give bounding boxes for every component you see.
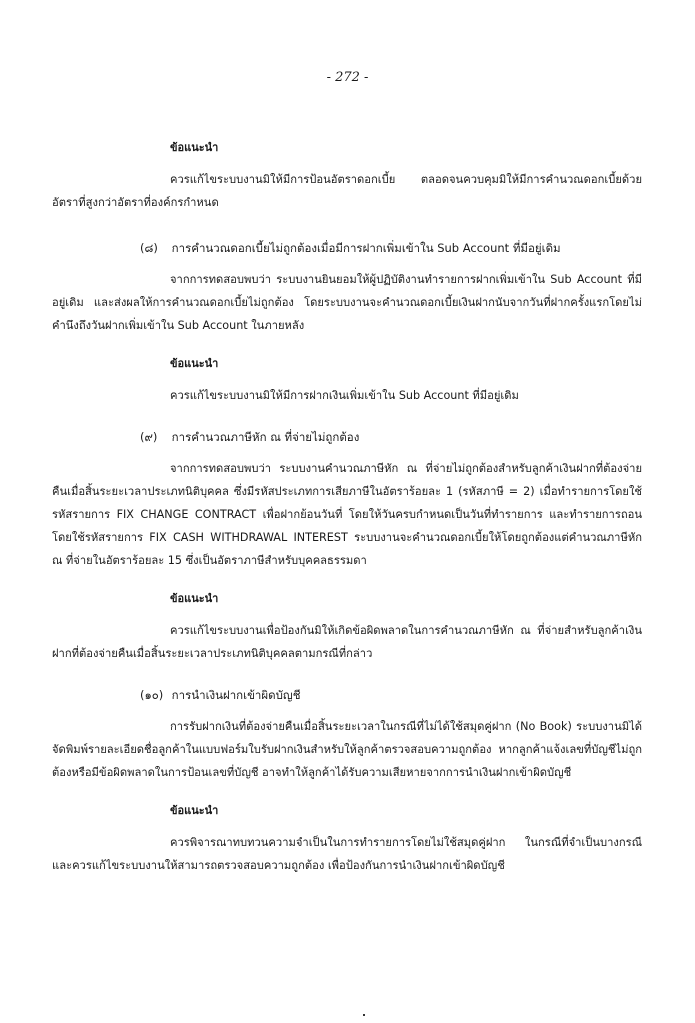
section-9-recommendation: ควรแก้ไขระบบงานเพื่อป้องกันมิให้เกิดข้อผิดพลาดในการคำนวณภาษีหัก ณ ที่จ่ายสำหรับลูกค้าเงินฝากที่ต้องจ่ายคืนเมื่อสิ้นระยะเวลาประเภทนิติบุคคลตามกรณีที่กล่าว [52, 624, 642, 660]
section-9-title: การคำนวณภาษีหัก ณ ที่จ่ายไม่ถูกต้อง [171, 430, 360, 444]
recommendation-text-0: ควรแก้ไขระบบงานมิให้มีการป้อนอัตราดอกเบี้ย ตลอดจนควบคุมมิให้มีการคำนวณดอกเบี้ยด้วยอัตราที่สูงกว่าอัตราที่องค์กรกำหนด [52, 173, 642, 209]
section-9-heading [140, 429, 642, 447]
recommendation-heading: ข้อแนะนำ [170, 141, 219, 154]
section-8-number: (๘) [140, 241, 158, 255]
section-9-number: (๙) [140, 430, 158, 444]
section-9-body: จากการทดสอบพบว่า ระบบงานคำนวณภาษีหัก ณ ที่จ่ายไม่ถูกต้องสำหรับลูกค้าเงินฝากที่ต้องจ่ายคืนเมื่อสิ้นระยะเวลาประเภทนิติบุคคล ซึ่งมีรหัสประเภทการเสียภาษีในอัตราร้อยละ 1 (รหัสภาษี = 2) เมื่อทำรายการโดยใช้รหัสรายการ FIX CHANGE CONTRACT เพื่อฝากย้อนวันที่ โดยให้วันครบกำหนดเป็นวันที่ทำรายการ และทำรายการถอนโดยใช้รหัสรายการ FIX CASH WITHDRAWAL INTEREST ระบบงานจะคำนวณดอกเบี้ยให้โดยถูกต้องแต่คำนวณภาษีหัก ณ ที่จ่ายในอัตราร้อยละ 15 ซึ่งเป็นอัตราภาษีสำหรับบุคคลธรรมดา [52, 462, 642, 567]
section-8-body: จากการทดสอบพบว่า ระบบงานยินยอมให้ผู้ปฏิบัติงานทำรายการฝากเพิ่มเข้าใน Sub Account ที่มีอยู่เดิม และส่งผลให้การคำนวณดอกเบี้ยไม่ถูกต้อง โดยระบบงานจะคำนวณดอกเบี้ยเงินฝากนับจากวันที่ฝากครั้งแรกโดยไม่คำนึงถึงวันฝากเพิ่มเข้าใน Sub Account ในภายหลัง [52, 273, 642, 332]
page-number: - 272 - [326, 70, 369, 85]
section-8-recommendation: ควรแก้ไขระบบงานมิให้มีการฝากเงินเพิ่มเข้าใน Sub Account ที่มีอยู่เดิม [170, 389, 519, 402]
section-10-title: การนำเงินฝากเข้าผิดบัญชี [171, 688, 301, 702]
section-8-title: การคำนวณดอกเบี้ยไม่ถูกต้องเมื่อมีการฝากเพิ่มเข้าใน Sub Account ที่มีอยู่เดิม [171, 241, 561, 255]
recommendation-heading: ข้อแนะนำ [170, 804, 219, 817]
recommendation-heading: ข้อแนะนำ [170, 592, 219, 605]
section-10-heading [140, 687, 642, 705]
recommendation-heading: ข้อแนะนำ [170, 357, 219, 370]
section-10-body: การรับฝากเงินที่ต้องจ่ายคืนเมื่อสิ้นระยะเวลาในกรณีที่ไม่ได้ใช้สมุดคู่ฝาก (No Book) ระบบงานมิได้จัดพิมพ์รายละเอียดชื่อลูกค้าในแบบฟอร์มใบรับฝากเงินสำหรับให้ลูกค้าตรวจสอบความถูกต้อง หากลูกค้าแจ้งเลขที่บัญชีไม่ถูกต้องหรือมีข้อผิดพลาดในการป้อนเลขที่บัญชี อาจทำให้ลูกค้าได้รับความเสียหายจากการนำเงินฝากเข้าผิดบัญชี [52, 720, 642, 779]
section-8-heading [140, 240, 642, 258]
page-content [52, 138, 642, 877]
section-10-recommendation: ควรพิจารณาทบทวนความจำเป็นในการทำรายการโดยไม่ใช้สมุดคู่ฝาก ในกรณีที่จำเป็นบางกรณีและควรแก้ไขระบบงานให้สามารถตรวจสอบความถูกต้อง เพื่อป้องกันการนำเงินฝากเข้าผิดบัญชี [52, 836, 642, 872]
section-10-number: (๑๐) [140, 688, 164, 702]
scan-speck [363, 1014, 365, 1016]
